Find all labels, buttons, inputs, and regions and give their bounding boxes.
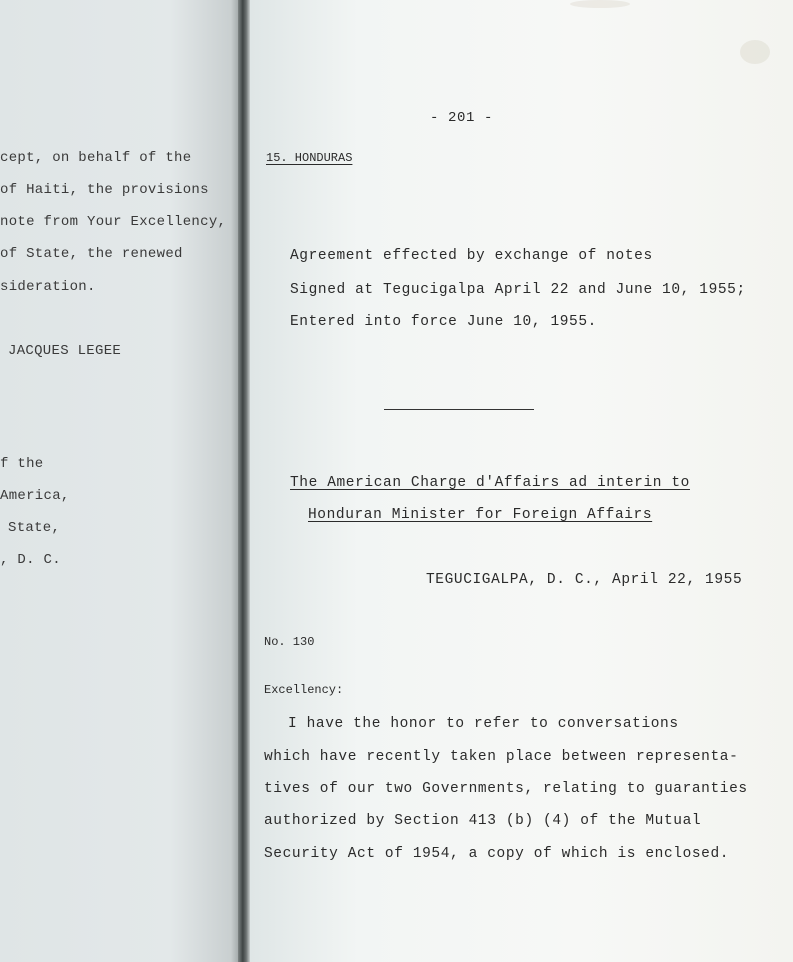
body-line: authorized by Section 413 (b) (4) of the Mutual: [264, 813, 702, 829]
left-page-signature: JACQUES LEGEE: [8, 343, 122, 359]
left-page-line: America,: [0, 488, 70, 504]
body-line: which have recently taken place between representa-: [264, 749, 739, 765]
book-gutter: [238, 0, 250, 962]
left-page-line: cept, on behalf of the: [0, 150, 192, 166]
agreement-line: Agreement effected by exchange of notes: [290, 248, 653, 264]
left-page-line: of Haiti, the provisions: [0, 182, 209, 198]
body-line: Security Act of 1954, a copy of which is enclosed.: [264, 846, 730, 862]
section-heading: 15. HONDURAS: [266, 151, 353, 165]
body-line: I have the honor to refer to conversations: [288, 716, 679, 732]
separator-rule: [384, 409, 534, 410]
left-page-line: , D. C.: [0, 552, 61, 568]
left-page-line: sideration.: [0, 279, 96, 295]
left-page-line: f the: [0, 456, 44, 472]
agreement-line: Entered into force June 10, 1955.: [290, 314, 597, 330]
left-page-line: of State, the renewed: [0, 246, 183, 262]
place-date: TEGUCIGALPA, D. C., April 22, 1955: [426, 572, 743, 588]
body-line: tives of our two Governments, relating to guaranties: [264, 781, 748, 797]
note-title: Honduran Minister for Foreign Affairs: [308, 507, 653, 523]
agreement-line: Signed at Tegucigalpa April 22 and June 10, 1955;: [290, 282, 746, 298]
left-page-line: State,: [8, 520, 61, 536]
note-title: The American Charge d'Affairs ad interin to: [290, 475, 690, 491]
note-number: No. 130: [264, 635, 315, 649]
left-page-line: note from Your Excellency,: [0, 214, 227, 230]
left-page: [0, 0, 243, 962]
paper-stain: [740, 40, 770, 64]
salutation: Excellency:: [264, 683, 344, 697]
paper-stain: [570, 0, 630, 8]
right-page: [250, 0, 793, 962]
page-number: - 201 -: [430, 110, 494, 126]
